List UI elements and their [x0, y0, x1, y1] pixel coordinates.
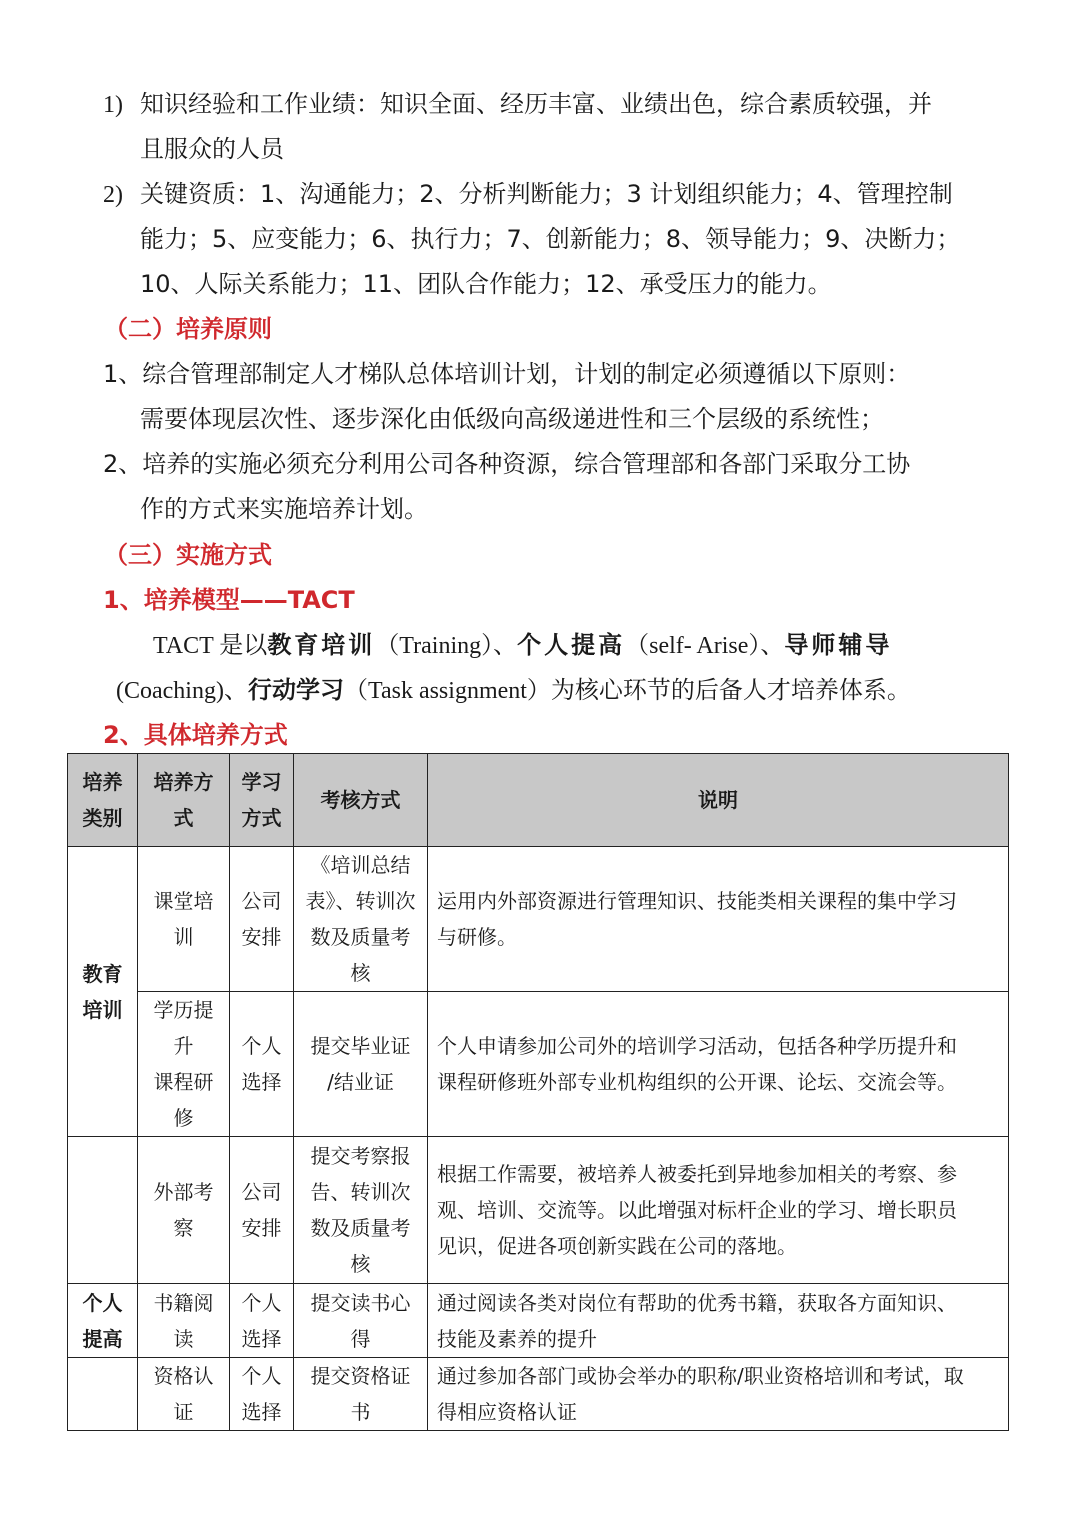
- description-cell: 根据工作需要，被培养人被委托到异地参加相关的考察、参 观、培训、交流等。以此增强对标杆企业的学习、增长职员 见识，促进各项创新实践在公司的落地。: [428, 1137, 1009, 1284]
- header-description: 说明: [428, 754, 1009, 847]
- intro-item-1-line-2: 且服众的人员: [140, 135, 284, 163]
- tact-text-2: （Training）、: [375, 633, 518, 659]
- method-cell: 课堂培 训: [138, 847, 230, 992]
- assessment-cell: 提交读书心 得: [294, 1284, 428, 1358]
- section-heading-principles: （二）培养原则: [104, 315, 272, 343]
- table-row: [68, 847, 1009, 992]
- section-heading-implementation: （三）实施方式: [104, 541, 272, 569]
- subheading-methods: 2、具体培养方式: [103, 721, 288, 749]
- training-methods-table: [67, 753, 1008, 1431]
- description-cell: 通过参加各部门或协会举办的职称/职业资格培训和考试，取 得相应资格认证: [428, 1358, 1009, 1431]
- tact-text-1: TACT 是以: [153, 633, 268, 659]
- learning-cell: 公司 安排: [230, 847, 294, 992]
- tact-paragraph-line-1: [153, 629, 892, 662]
- category-education: 教育 培训: [68, 847, 138, 1137]
- header-category: 培养 类别: [68, 754, 138, 847]
- principle-2-line-2: 作的方式来实施培养计划。: [140, 495, 428, 523]
- assessment-cell: 提交毕业证 /结业证: [294, 992, 428, 1137]
- table-row: [68, 1137, 1009, 1284]
- tact-term-self-arise: 个人提高: [517, 631, 626, 659]
- method-cell: 外部考 察: [138, 1137, 230, 1284]
- header-learning: 学习 方式: [230, 754, 294, 847]
- intro-item-2-number: 2): [103, 182, 123, 208]
- category-empty: [68, 1358, 138, 1431]
- tact-text-4: (Coaching)、: [116, 678, 248, 704]
- learning-cell: 个人 选择: [230, 1358, 294, 1431]
- category-empty: [68, 1137, 138, 1284]
- tact-paragraph-line-2: [116, 674, 911, 707]
- tact-term-task: 行动学习: [247, 676, 344, 704]
- header-assessment: 考核方式: [294, 754, 428, 847]
- learning-cell: 个人 选择: [230, 1284, 294, 1358]
- assessment-cell: 《培训总结 表》、转训次 数及质量考 核: [294, 847, 428, 992]
- principle-2-line-1: 2、培养的实施必须充分利用公司各种资源，综合管理部和各部门采取分工协: [103, 450, 911, 478]
- header-method: 培养方 式: [138, 754, 230, 847]
- tact-term-coaching: 导师辅导: [784, 631, 893, 659]
- table-header-row: [68, 754, 1009, 847]
- learning-cell: 公司 安排: [230, 1137, 294, 1284]
- assessment-cell: 提交考察报 告、转训次 数及质量考 核: [294, 1137, 428, 1284]
- category-self-improvement: 个人 提高: [68, 1284, 138, 1358]
- learning-cell: 个人 选择: [230, 992, 294, 1137]
- tact-term-training: 教育培训: [267, 631, 376, 659]
- intro-item-1-number: 1): [103, 92, 123, 118]
- intro-item-1-line-1: 知识经验和工作业绩：知识全面、经历丰富、业绩出色，综合素质较强，并: [140, 90, 932, 118]
- table-row: [68, 992, 1009, 1137]
- intro-item-2-line-2: 能力；5、应变能力；6、执行力；7、创新能力；8、领导能力；9、决断力；: [140, 225, 961, 253]
- description-cell: 通过阅读各类对岗位有帮助的优秀书籍，获取各方面知识、 技能及素养的提升: [428, 1284, 1009, 1358]
- method-cell: 学历提 升 课程研 修: [138, 992, 230, 1137]
- tact-text-3: （self- Arise）、: [625, 633, 785, 659]
- intro-item-2-line-3: 10、人际关系能力；11、团队合作能力；12、承受压力的能力。: [140, 270, 832, 298]
- assessment-cell: 提交资格证 书: [294, 1358, 428, 1431]
- principle-1-line-1: 1、综合管理部制定人才梯队总体培训计划，计划的制定必须遵循以下原则：: [103, 360, 911, 388]
- description-cell: 个人申请参加公司外的培训学习活动，包括各种学历提升和 课程研修班外部专业机构组织的公开课、论坛、交流会等。: [428, 992, 1009, 1137]
- method-cell: 资格认 证: [138, 1358, 230, 1431]
- principle-1-line-2: 需要体现层次性、逐步深化由低级向高级递进性和三个层级的系统性；: [140, 405, 884, 433]
- tact-text-5: （Task assignment）为核心环节的后备人才培养体系。: [343, 678, 911, 704]
- table-row: [68, 1284, 1009, 1358]
- table-row: [68, 1358, 1009, 1431]
- intro-item-2-line-1: 关键资质：1、沟通能力；2、分析判断能力；3 计划组织能力；4、管理控制: [140, 180, 953, 208]
- method-cell: 书籍阅 读: [138, 1284, 230, 1358]
- subheading-model: 1、培养模型——TACT: [103, 586, 355, 614]
- description-cell: 运用内外部资源进行管理知识、技能类相关课程的集中学习 与研修。: [428, 847, 1009, 992]
